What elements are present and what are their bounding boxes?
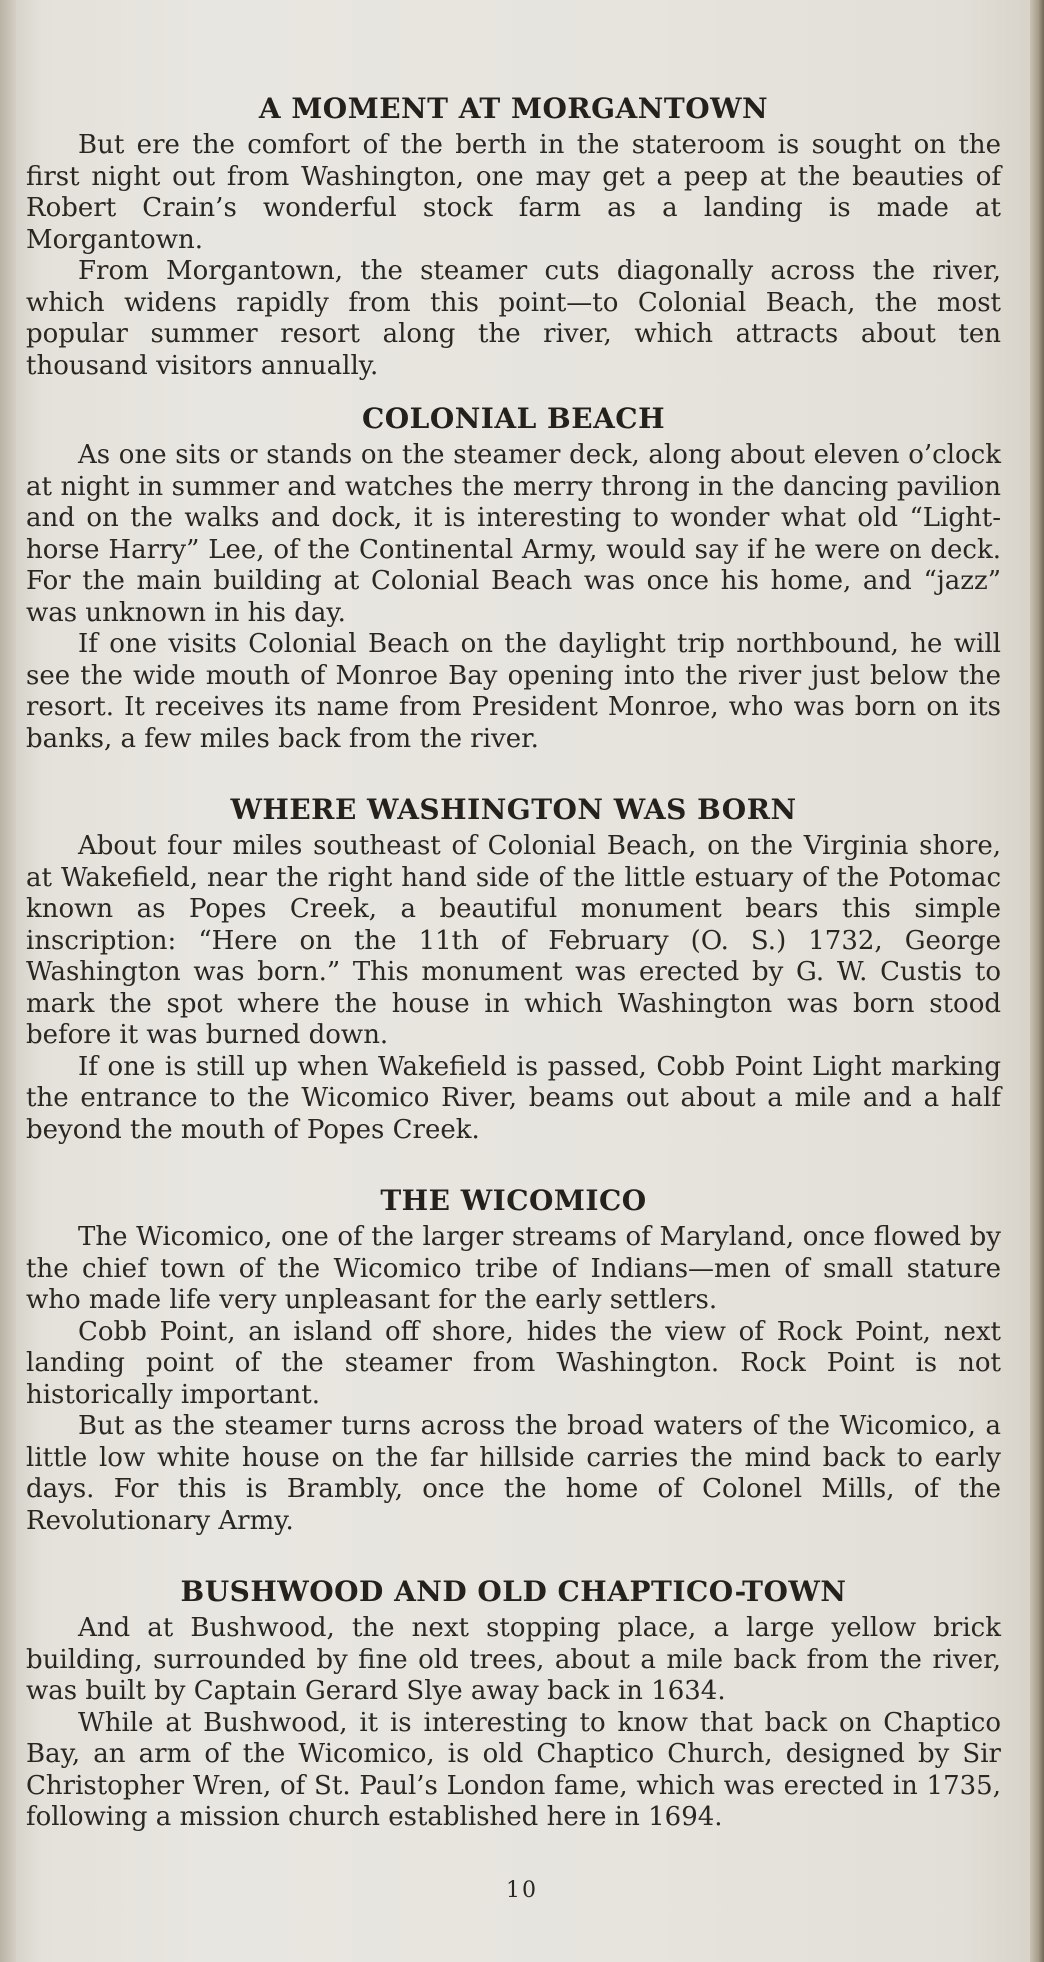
- paragraph: While at Bushwood, it is interesting to know that back on Chaptico Bay, an arm of the Wicomico, is old Chaptico Church, designed by Sir Christopher Wren, of St. Paul’s London fame, which was erected in 1735, following a mission church established here in 1694.: [26, 1707, 1001, 1832]
- page-content: [26, 88, 1001, 1834]
- section-wicomico: [26, 1180, 1001, 1537]
- section-heading: A MOMENT AT MORGANTOWN: [258, 92, 769, 125]
- paragraph: If one visits Colonial Beach on the daylight trip northbound, he will see the wide mouth of Monroe Bay opening into the river just below the resort. It receives its name from President Monroe, who was born on its banks, a few miles back from the river.: [26, 629, 1001, 754]
- section-colonial-beach: [26, 398, 1001, 755]
- paragraph: If one is still up when Wakefield is passed, Cobb Point Light marking the entrance to the Wicomico River, beams out about a mile and a half beyond the mouth of Popes Creek.: [26, 1051, 1001, 1145]
- page-number: 10: [506, 1878, 538, 1903]
- page-right-edge: [1030, 0, 1044, 1962]
- section-heading: BUSHWOOD AND OLD CHAPTICO-TOWN: [180, 1575, 847, 1608]
- section-heading: THE WICOMICO: [380, 1184, 647, 1217]
- paragraph: Cobb Point, an island off shore, hides the view of Rock Point, next landing point of the steamer from Washington. Rock Point is not historically important.: [26, 1316, 1001, 1410]
- section-heading: WHERE WASHINGTON WAS BORN: [230, 793, 797, 826]
- paragraph: About four miles southeast of Colonial Beach, on the Virginia shore, at Wakefield, near the right hand side of the little estuary of the Potomac known as Popes Creek, a beautiful monument bears this simple inscription: “Here on the 11th of February (O. S.) 1732, George Washington was born.” This monument was erected by G. W. Custis to mark the spot where the house in which Washington was born stood before it was burned down.: [26, 831, 1001, 1050]
- section-morgantown: [26, 88, 1001, 382]
- paragraph: And at Bushwood, the next stopping place, a large yellow brick building, surrounded by fine old trees, about a mile back from the river, was built by Captain Gerard Slye away back in 1634.: [26, 1613, 1001, 1706]
- section-bushwood: [26, 1571, 1001, 1834]
- section-washington-born: [26, 789, 1001, 1146]
- section-heading: COLONIAL BEACH: [361, 402, 666, 435]
- paragraph: But ere the comfort of the berth in the stateroom is sought on the first night out from Washington, one may get a peep at the beauties of Robert Crain’s wonderful stock farm as a landing is made at Morgantown.: [26, 130, 1001, 255]
- page-left-edge: [0, 0, 16, 1962]
- paragraph: But as the steamer turns across the broad waters of the Wicomico, a little low white house on the far hillside carries the mind back to early days. For this is Brambly, once the home of Colonel Mills, of the Revolutionary Army.: [26, 1411, 1001, 1536]
- paragraph: The Wicomico, one of the larger streams of Maryland, once flowed by the chief town of the Wicomico tribe of Indians—men of small stature who made life very unpleasant for the early settlers.: [26, 1222, 1001, 1315]
- paragraph: As one sits or stands on the steamer deck, along about eleven o’clock at night in summer and watches the merry throng in the dancing pavilion and on the walks and dock, it is interesting to wonder what old “Light-horse Harry” Lee, of the Continental Army, would say if he were on deck. For the main building at Colonial Beach was once his home, and “jazz” was unknown in his day.: [26, 440, 1001, 628]
- paragraph: From Morgantown, the steamer cuts diagonally across the river, which widens rapidly from this point—to Colonial Beach, the most popular summer resort along the river, which attracts about ten thousand visitors annually.: [26, 256, 1001, 381]
